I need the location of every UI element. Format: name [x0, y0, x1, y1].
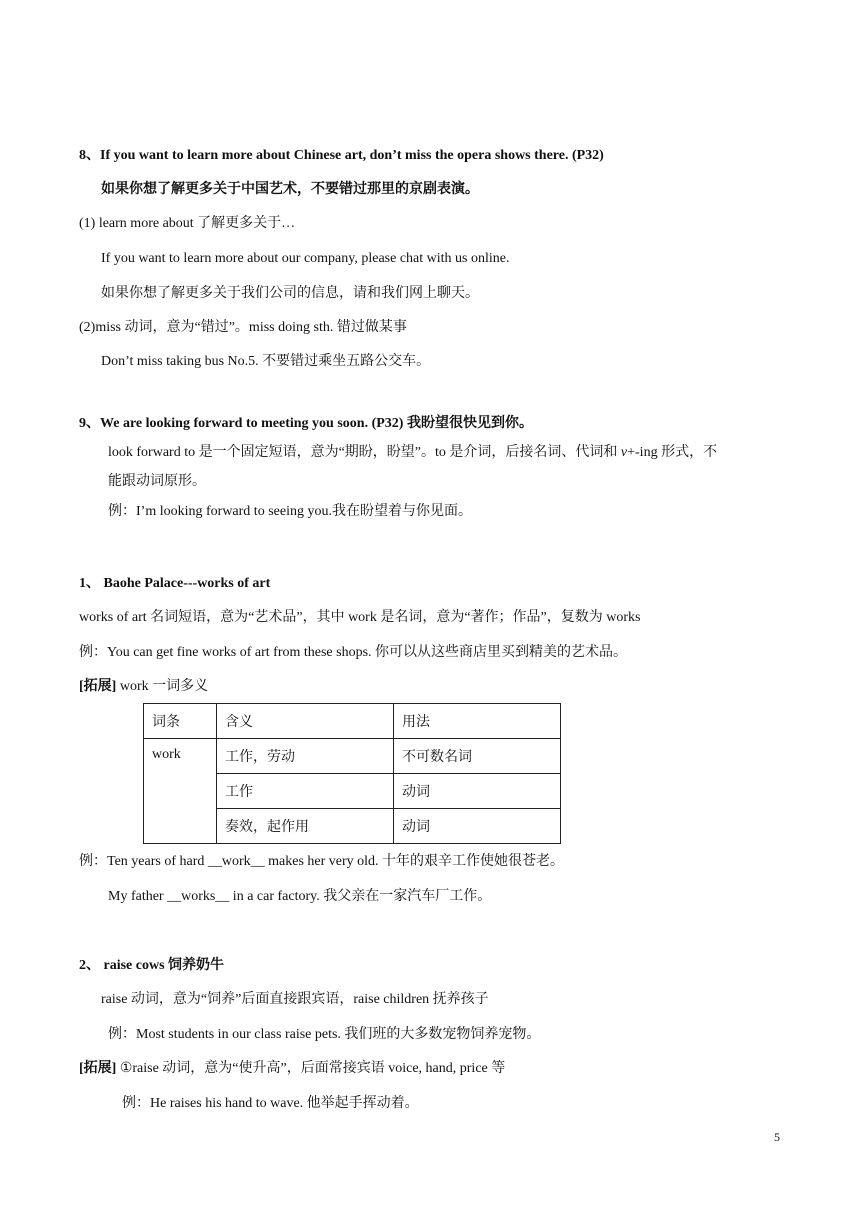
- extension-text: work 一词多义: [116, 679, 209, 694]
- section-1-extension: [79, 677, 208, 697]
- table-header-cell: 用法: [394, 704, 561, 739]
- table-cell: 不可数名词: [394, 739, 561, 774]
- word-meaning-table: [143, 703, 561, 844]
- section-2-heading: 2、 raise cows 饲养奶牛: [79, 958, 225, 973]
- section-9-body-text-a: look forward to 是一个固定短语，意为“期盼，盼望”。to 是介词，后接名词、代词和: [108, 445, 621, 460]
- table-header-row: [144, 704, 561, 739]
- table-header-cell: 词条: [144, 704, 217, 739]
- section-8-point-1-example-en: If you want to learn more about our company, please chat with us online.: [101, 251, 510, 266]
- section-8-point-1: (1) learn more about 了解更多关于…: [79, 216, 296, 231]
- table-header-cell: 含义: [217, 704, 394, 739]
- section-9-body-line-1: [108, 443, 717, 463]
- section-8-translation: 如果你想了解更多关于中国艺术，不要错过那里的京剧表演。: [101, 182, 479, 197]
- table-cell: 工作，劳动: [217, 739, 394, 774]
- table-cell: 奏效，起作用: [217, 809, 394, 844]
- table-cell: 工作: [217, 774, 394, 809]
- page-number: 5: [774, 1130, 780, 1144]
- section-9-body-text-b: +-ing 形式，不: [627, 445, 718, 460]
- section-8-point-1-example-cn: 如果你想了解更多关于我们公司的信息，请和我们网上聊天。: [101, 286, 479, 301]
- section-8-point-2: (2)miss 动词，意为“错过”。miss doing sth. 错过做某事: [79, 320, 407, 335]
- extension-label: [拓展]: [79, 679, 117, 694]
- section-8-point-2-example: Don’t miss taking bus No.5. 不要错过乘坐五路公交车。: [101, 354, 431, 369]
- extension-text: ①raise 动词，意为“使升高”，后面常接宾语 voice, hand, price 等: [116, 1061, 506, 1076]
- section-1-example-2: 例：Ten years of hard __work__ makes her very old. 十年的艰辛工作使她很苍老。: [79, 854, 565, 869]
- table-word-cell: work: [144, 739, 217, 844]
- section-9-example: 例：I’m looking forward to seeing you.我在盼望着与你见面。: [108, 504, 472, 519]
- section-2-extension: [79, 1059, 505, 1079]
- section-9-heading: 9、We are looking forward to meeting you soon. (P32) 我盼望很快见到你。: [79, 416, 533, 431]
- section-9-body-line-2: 能跟动词原形。: [108, 474, 206, 489]
- section-1-body: works of art 名词短语，意为“艺术品”，其中 work 是名词，意为“著作；作品”，复数为 works: [79, 610, 641, 625]
- section-1-heading: 1、 Baohe Palace---works of art: [79, 576, 271, 591]
- table-cell: 动词: [394, 774, 561, 809]
- extension-label: [拓展]: [79, 1061, 117, 1076]
- section-2-example: 例：Most students in our class raise pets. 我们班的大多数宠物饲养宠物。: [108, 1027, 541, 1042]
- table-row: [144, 739, 561, 774]
- section-1-example: 例：You can get fine works of art from these shops. 你可以从这些商店里买到精美的艺术品。: [79, 645, 628, 660]
- section-2-extension-example: 例：He raises his hand to wave. 他举起手挥动着。: [122, 1096, 419, 1111]
- section-2-body: raise 动词，意为“饲养”后面直接跟宾语，raise children 抚养孩子: [101, 992, 489, 1007]
- section-1-example-3: My father __works__ in a car factory. 我父亲在一家汽车厂工作。: [108, 889, 492, 904]
- table-cell: 动词: [394, 809, 561, 844]
- section-9-body-italic-v: v: [620, 445, 628, 460]
- section-8-heading: 8、If you want to learn more about Chinese art, don’t miss the opera shows there. (P32): [79, 148, 604, 163]
